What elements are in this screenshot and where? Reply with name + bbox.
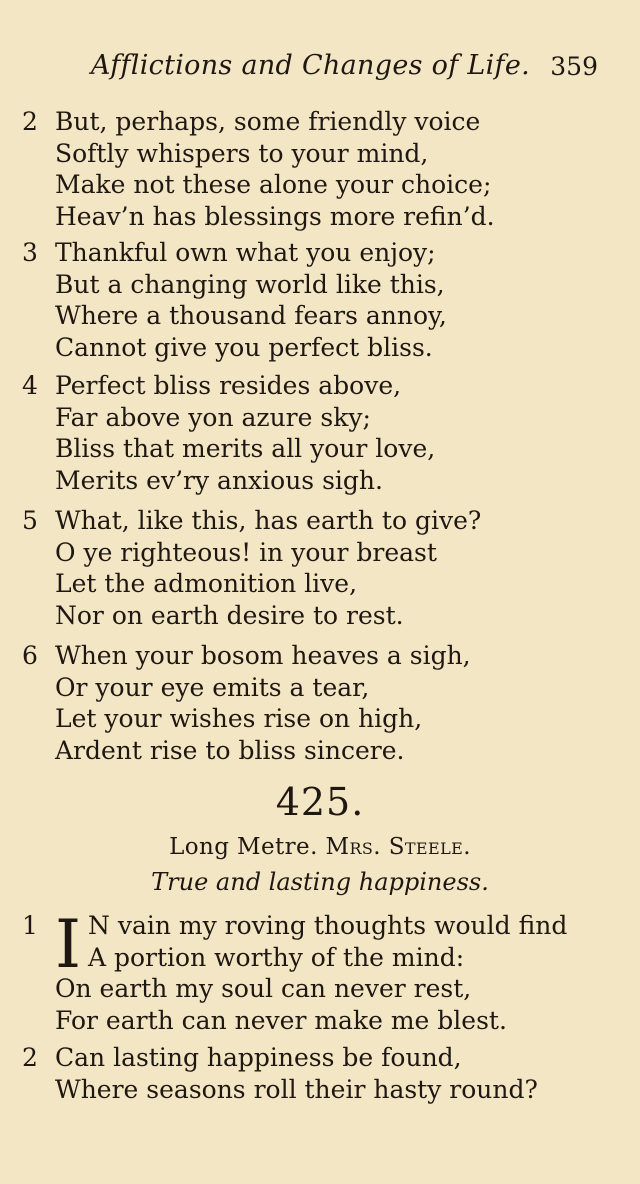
verse-line: On earth my soul can never rest, (55, 974, 472, 1003)
running-head (0, 50, 640, 90)
verse-line: Let your wishes rise on high, (55, 704, 423, 733)
stanza-number: 1 (22, 911, 38, 940)
stanza-lines (55, 640, 471, 766)
stanza-number: 5 (22, 506, 38, 535)
stanza-lines (55, 106, 495, 232)
verse-line: O ye righteous! in your breast (55, 537, 437, 567)
verse-line: A portion worthy of the mind: (88, 942, 465, 972)
verse-line: Heav’n has blessings more refin’d. (55, 201, 495, 231)
stanza-lines (55, 906, 568, 1036)
stanza-number: 3 (22, 238, 38, 267)
drop-cap: I (55, 906, 82, 983)
verse-line: Cannot give you perfect bliss. (55, 332, 433, 362)
stanza-lines (55, 237, 447, 363)
verse-line: Merits ev’ry anxious sigh. (55, 465, 383, 495)
verse-line: But a changing world like this, (55, 269, 445, 299)
verse-line: Perfect bliss resides above, (55, 371, 402, 400)
stanza-number: 2 (22, 107, 38, 136)
verse-line: What, like this, has earth to give? (55, 506, 482, 535)
stanza-number: 4 (22, 371, 38, 400)
stanza-lines (55, 370, 435, 496)
stanza-lines (55, 505, 481, 631)
verse-line: Thankful own what you enjoy; (55, 238, 436, 267)
stanza-number: 6 (22, 641, 38, 670)
verse-line: Ardent rise to bliss sincere. (55, 735, 405, 765)
verse-line: Where seasons roll their hasty round? (55, 1074, 538, 1104)
stanza-lines (55, 1042, 538, 1105)
verse-line: Make not these alone your choice; (55, 170, 492, 199)
stanza-number: 2 (22, 1043, 38, 1072)
hymn-subject: True and lasting happiness. (151, 868, 489, 896)
verse-line: Let the admonition live, (55, 569, 358, 598)
verse-line: Far above yon azure sky; (55, 402, 371, 432)
meter: Long Metre. (169, 834, 318, 860)
page-number: 359 (550, 52, 598, 81)
verse-line: Softly whispers to your mind, (55, 138, 429, 168)
hymn-number: 425. (275, 780, 365, 824)
author: Mrs. Steele. (325, 834, 471, 860)
running-title: Afflictions and Changes of Life. (90, 50, 530, 81)
verse-line: N vain my roving thoughts would find (88, 911, 568, 940)
verse-line: But, perhaps, some friendly voice (55, 107, 481, 136)
verse-line: Nor on earth desire to rest. (55, 600, 404, 630)
verse-line: Can lasting happiness be found, (55, 1043, 462, 1072)
verse-line: For earth can never make me blest. (55, 1005, 507, 1035)
verse-line: Bliss that merits all your love, (55, 434, 436, 463)
verse-line: Or your eye emits a tear, (55, 672, 370, 702)
verse-line: When your bosom heaves a sigh, (55, 641, 471, 670)
meter-line (0, 834, 640, 860)
verse-line: Where a thousand fears annoy, (55, 301, 447, 330)
